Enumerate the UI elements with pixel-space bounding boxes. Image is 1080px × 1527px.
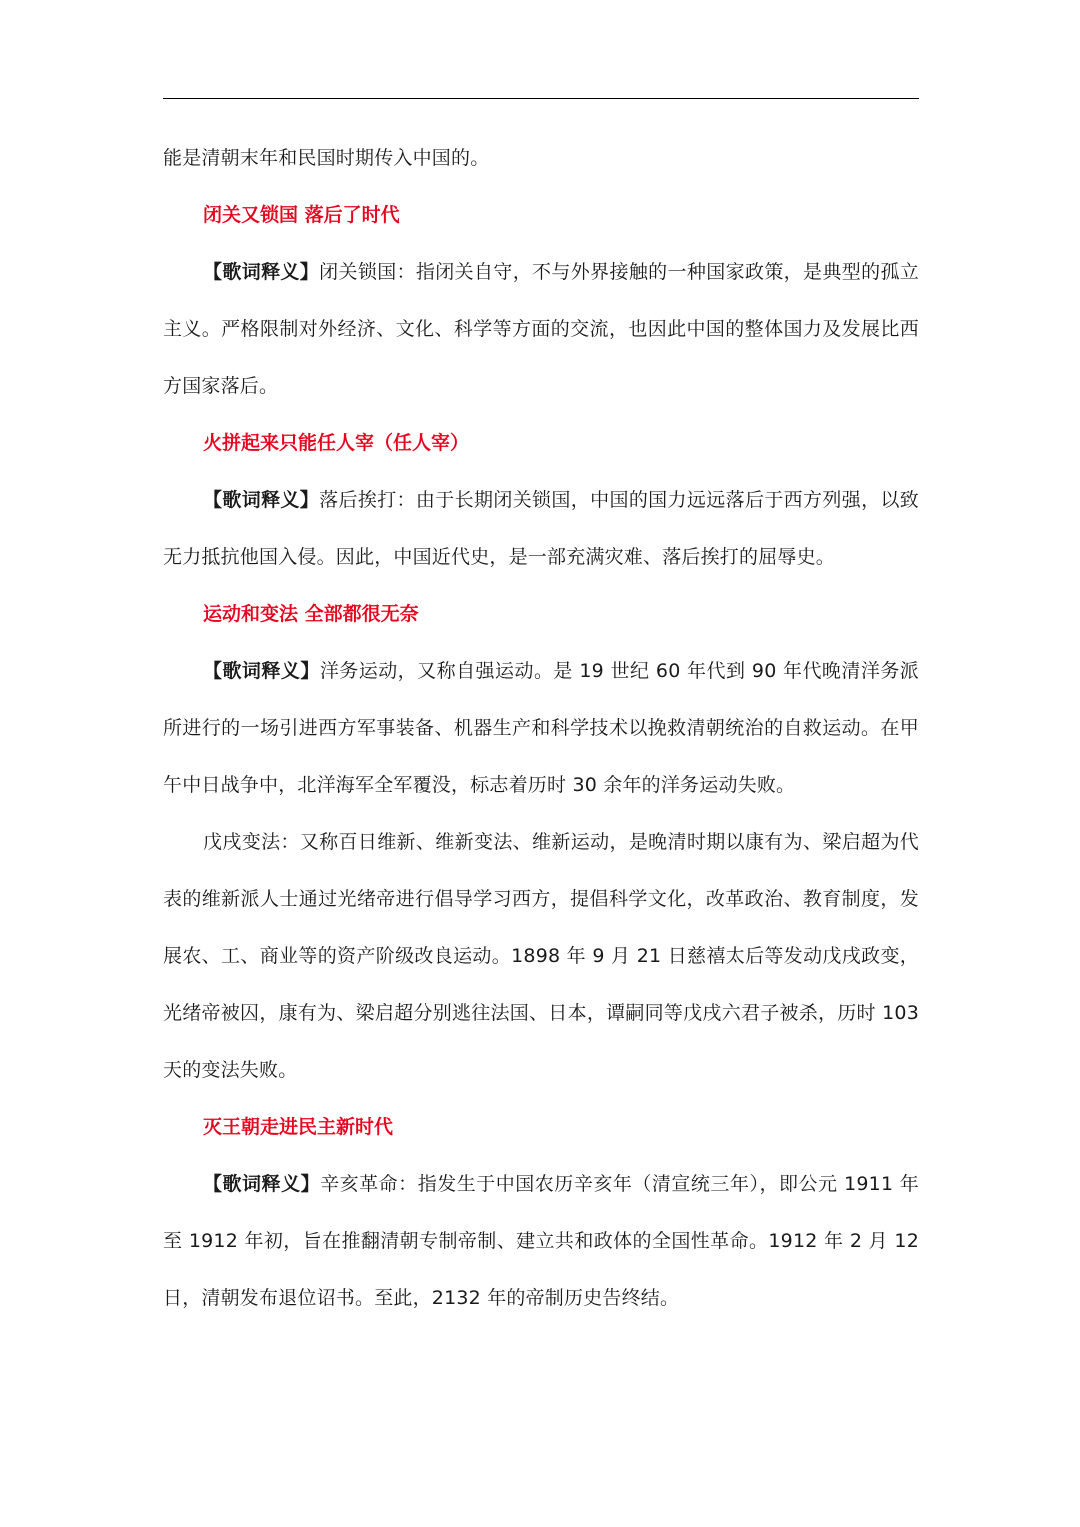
header-rule: [163, 98, 919, 99]
explanation-text: 闭关锁国：指闭关自守，不与外界接触的一种国家政策，是典型的孤立主义。严格限制对外经济、文化、科学等方面的交流，也因此中国的整体国力及发展比西方国家落后。: [163, 261, 920, 397]
body-paragraph: [163, 130, 919, 187]
explanation-label: 【歌词释义】: [203, 1173, 321, 1195]
explanation-label: 【歌词释义】: [203, 489, 320, 511]
lyric-text: 运动和变法 全部都很无奈: [203, 603, 419, 625]
explanation-label: 【歌词释义】: [203, 261, 320, 283]
lyric-explanation: [163, 472, 919, 586]
lyric-line: [163, 415, 919, 472]
lyric-text: 火拼起来只能任人宰（任人宰）: [203, 432, 470, 454]
lyric-explanation: [163, 643, 919, 814]
lyric-text: 灭王朝走进民主新时代: [203, 1116, 394, 1138]
explanation-text: 辛亥革命：指发生于中国农历辛亥年（清宣统三年），即公元 1911 年至 1912 年初，旨在推翻清朝专制帝制、建立共和政体的全国性革命。1912 年 2 月 12 日，清朝发布退位诏书。至此，2132 年的帝制历史告终结。: [163, 1173, 920, 1309]
lyric-explanation: [163, 244, 919, 415]
lyric-line: [163, 187, 919, 244]
lyric-line: [163, 586, 919, 643]
paragraph-text: 戊戌变法：又称百日维新、维新变法、维新运动，是晚清时期以康有为、梁启超为代表的维新派人士通过光绪帝进行倡导学习西方，提倡科学文化，改革政治、教育制度，发展农、工、商业等的资产阶级改良运动。1898 年 9 月 21 日慈禧太后等发动戊戌政变，光绪帝被囚，康有为、梁启超分别逃往法国、日本，谭嗣同等戊戌六君子被杀，历时 103 天的变法失败。: [163, 831, 919, 1081]
document-body: [163, 130, 919, 1327]
body-paragraph: [163, 814, 919, 1099]
lyric-explanation: [163, 1156, 919, 1327]
explanation-text: 落后挨打：由于长期闭关锁国，中国的国力远远落后于西方列强，以致无力抵抗他国入侵。因此，中国近代史，是一部充满灾难、落后挨打的屈辱史。: [163, 489, 920, 568]
explanation-label: 【歌词释义】: [203, 660, 320, 682]
lyric-line: [163, 1099, 919, 1156]
paragraph-text: 能是清朝末年和民国时期传入中国的。: [163, 147, 490, 169]
lyric-text: 闭关又锁国 落后了时代: [203, 204, 400, 226]
explanation-text: 洋务运动，又称自强运动。是 19 世纪 60 年代到 90 年代晚清洋务派所进行的一场引进西方军事装备、机器生产和科学技术以挽救清朝统治的自救运动。在甲午中日战争中，北洋海军全军覆没，标志着历时 30 余年的洋务运动失败。: [163, 660, 920, 796]
